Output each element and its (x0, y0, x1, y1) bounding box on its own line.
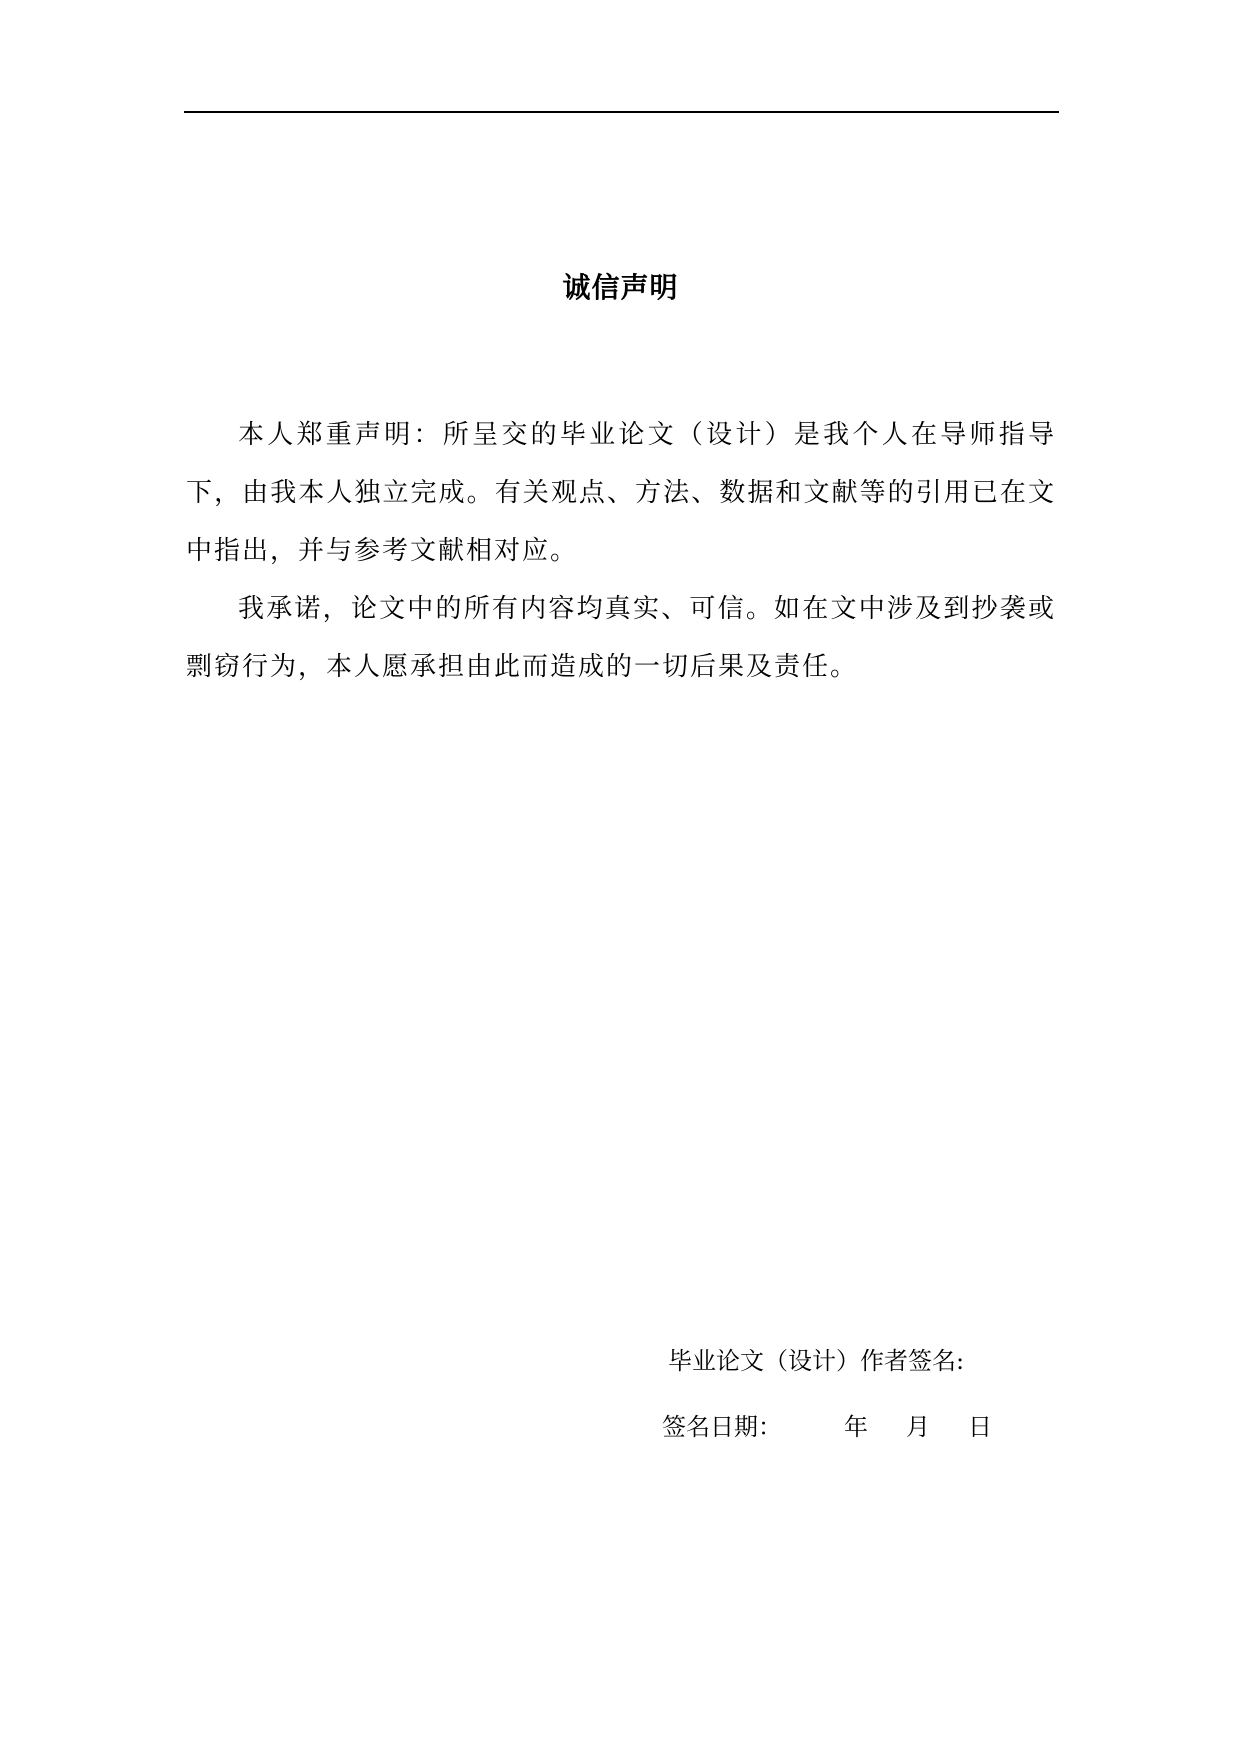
header-rule (184, 111, 1059, 113)
declaration-paragraph-1: 本人郑重声明：所呈交的毕业论文（设计）是我个人在导师指导下，由我本人独立完成。有关观点、方法、数据和文献等的引用已在文中指出，并与参考文献相对应。 (186, 420, 1056, 566)
year-label: 年 (844, 1413, 868, 1441)
day-label: 日 (968, 1413, 992, 1441)
author-signature-line (668, 1344, 964, 1378)
author-signature-label: 毕业论文（设计）作者签名: (668, 1347, 965, 1375)
declaration-paragraph-2: 我承诺，论文中的所有内容均真实、可信。如在文中涉及到抄袭或剽窃行为，本人愿承担由此而造成的一切后果及责任。 (186, 594, 1056, 682)
signature-date-label: 签名日期： (662, 1413, 782, 1441)
declaration-body (186, 406, 1056, 696)
signature-date-line (662, 1410, 1030, 1444)
page-title: 诚信声明 (562, 271, 679, 304)
month-label: 月 (906, 1413, 930, 1441)
